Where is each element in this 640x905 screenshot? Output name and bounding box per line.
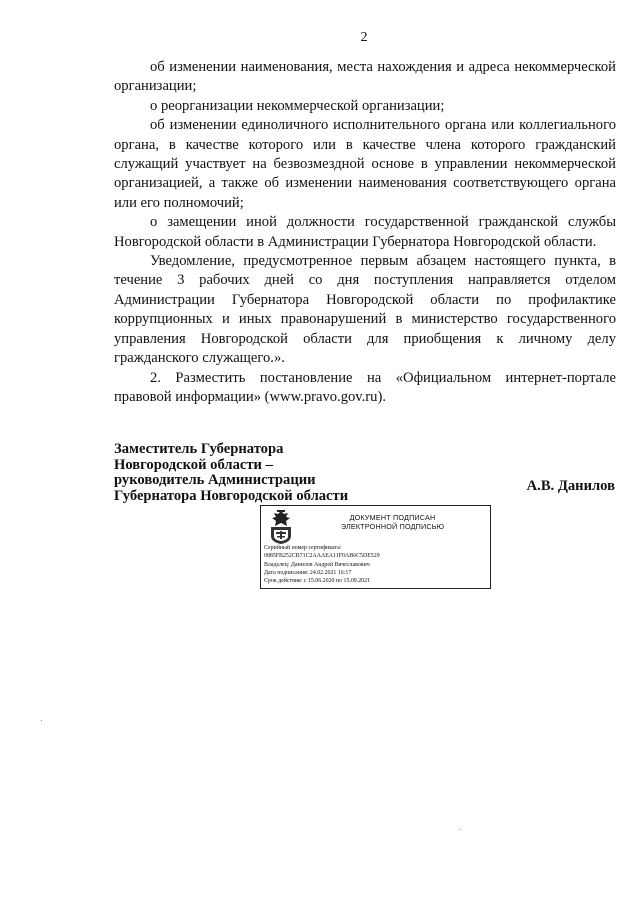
certificate-label: Серийный номер сертификата: — [264, 545, 342, 551]
stamp-title — [295, 513, 490, 531]
stamp-title-line: ЭЛЕКТРОННОЙ ПОДПИСЬЮ — [340, 522, 445, 531]
certificate-validity: Срок действия: с 15.06.2020 по 15.09.2021 — [264, 578, 371, 585]
scan-speck — [459, 829, 460, 830]
signatory-position-line: руководитель Администрации — [114, 472, 316, 488]
signatory-position — [114, 442, 348, 504]
paragraph-reorganization: о реорганизации некоммерческой организации; — [150, 97, 445, 114]
electronic-signature-stamp — [260, 505, 491, 589]
signatory-position-line: Заместитель Губернатора — [114, 441, 284, 457]
stamp-details — [264, 544, 380, 585]
coat-of-arms-icon — [265, 509, 297, 545]
paragraph-publication: 2. Разместить постановление на «Официальном интернет-портале правовой информации» (www.pravo.gov.ru). — [114, 369, 616, 405]
page-number: 2 — [360, 30, 368, 45]
scan-speck — [41, 720, 42, 721]
signatory-position-line: Новгородской области – — [114, 456, 273, 473]
signatory-name: А.В. Данилов — [526, 478, 615, 494]
signatory-position-line: Губернатора Новгородской области — [114, 487, 349, 504]
certificate-owner: Владелец: Данилов Андрей Вячеславович — [264, 561, 370, 568]
paragraph-notification-procedure: Уведомление, предусмотренное первым абзацем настоящего пункта, в течение 3 рабочих дней со дня поступления направляется отделом Администрации Губернатора Новгородской области по профилактике коррупционных и иных правонарушений в министерство государственного управления Новгородской области для приобщения к личному делу гражданского служащего.». — [114, 253, 616, 367]
paragraph-name-change: об изменении наименования, места нахождения и адреса некоммерческой организации; — [114, 59, 616, 95]
certificate-number: 0885FB252CB71C2AAAEA11F0AB6C5DE529 — [264, 553, 380, 560]
paragraph-executive-body-change: об изменении единоличного исполнительного органа или коллегиального органа, в качестве которого или в качестве члена которого гражданский служащий участвует на безвозмездной основе в управлении некоммерческой организацией, а также об изменении наименования соответствующего органа или его полномочий; — [114, 117, 616, 211]
document-body — [114, 58, 616, 407]
paragraph-other-position: о замещении иной должности государственной гражданской службы Новгородской области в Администрации Губернатора Новгородской области. — [114, 214, 616, 250]
signing-date: Дата подписания: 24.02.2021 16:17 — [264, 569, 352, 576]
stamp-title-line: ДОКУМЕНТ ПОДПИСАН — [349, 513, 436, 522]
